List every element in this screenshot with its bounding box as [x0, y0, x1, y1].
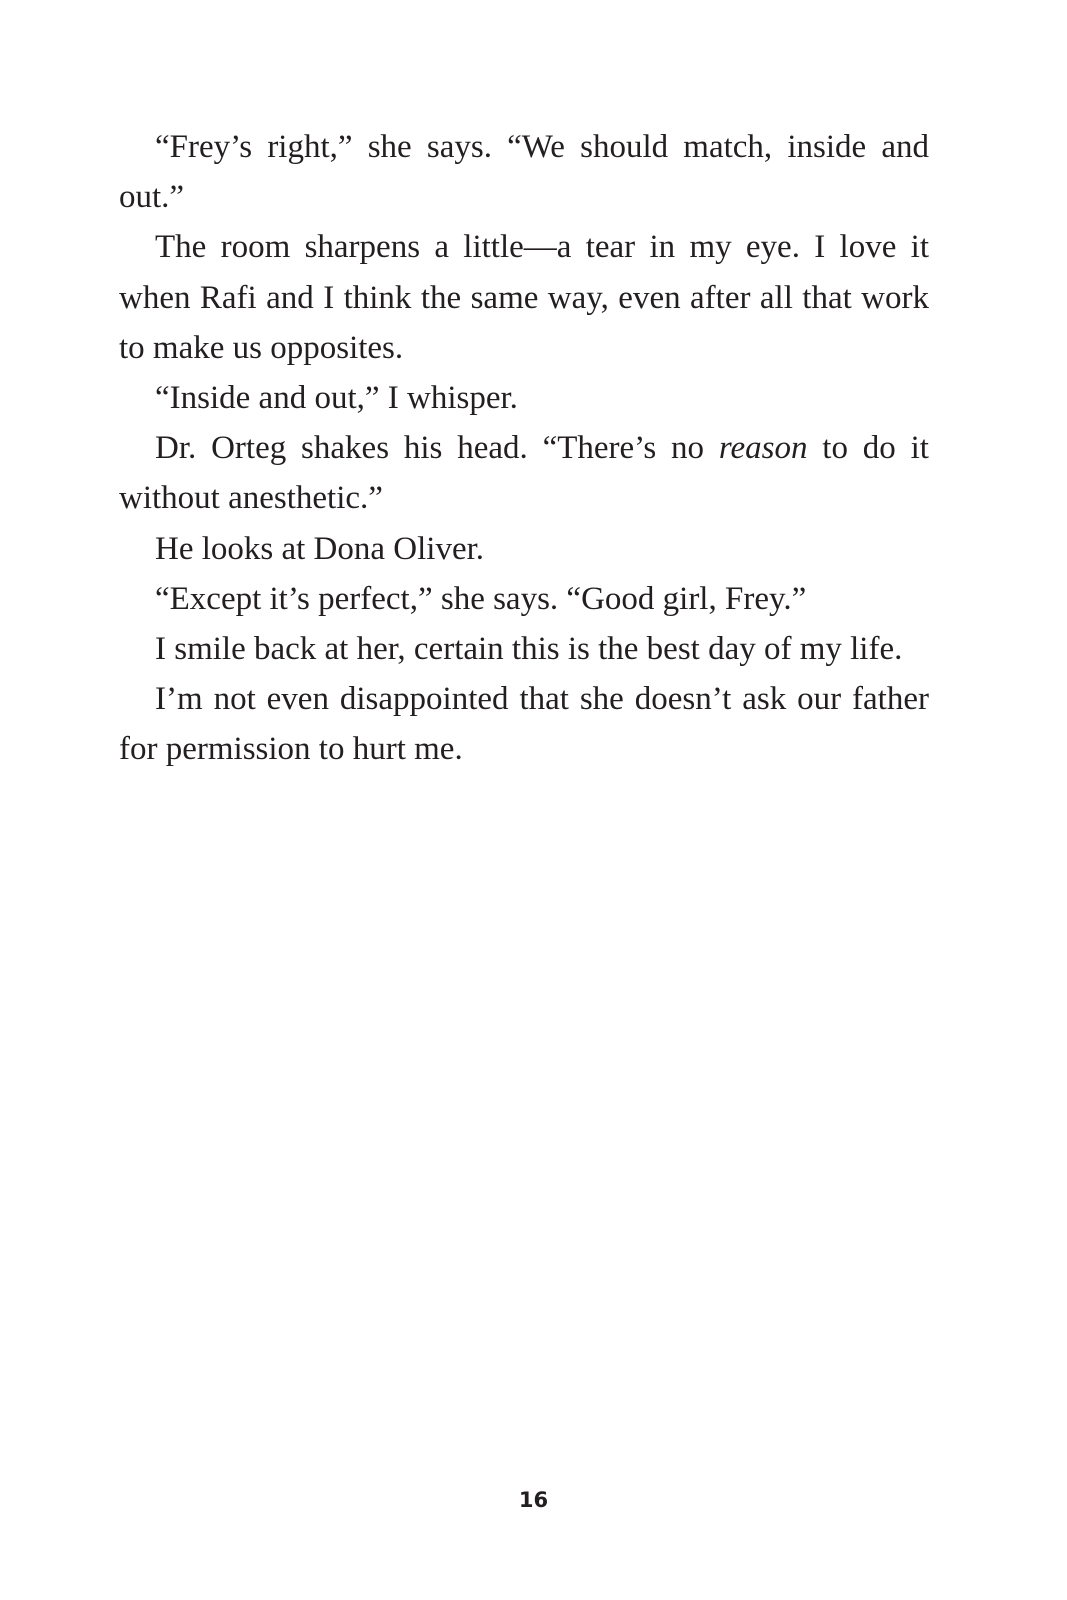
paragraph: “Inside and out,” I whisper. — [155, 380, 518, 417]
paragraph: I’m not even disappointed that she doesn’t ask our father for permission to hurt me. — [119, 681, 929, 768]
paragraph: I smile back at her, certain this is the best day of my life. — [155, 631, 903, 668]
paragraph-text: to do it without anesthetic.” — [119, 430, 929, 517]
paragraph: He looks at Dona Oliver. — [155, 530, 485, 567]
paragraph: “Except it’s perfect,” she says. “Good girl, Frey.” — [155, 580, 807, 617]
paragraph: The room sharpens a little—a tear in my eye. I love it when Rafi and I think the same way, even after all that work to make us opposites. — [119, 229, 929, 366]
paragraph: “Frey’s right,” she says. “We should match, inside and out.” — [119, 129, 929, 216]
page-number: 16 — [518, 1488, 549, 1512]
paragraph — [119, 423, 929, 523]
emphasized-word: reason — [718, 430, 808, 467]
paragraph-text: Dr. Orteg shakes his head. “There’s no — [155, 430, 719, 467]
body-text — [119, 122, 929, 775]
